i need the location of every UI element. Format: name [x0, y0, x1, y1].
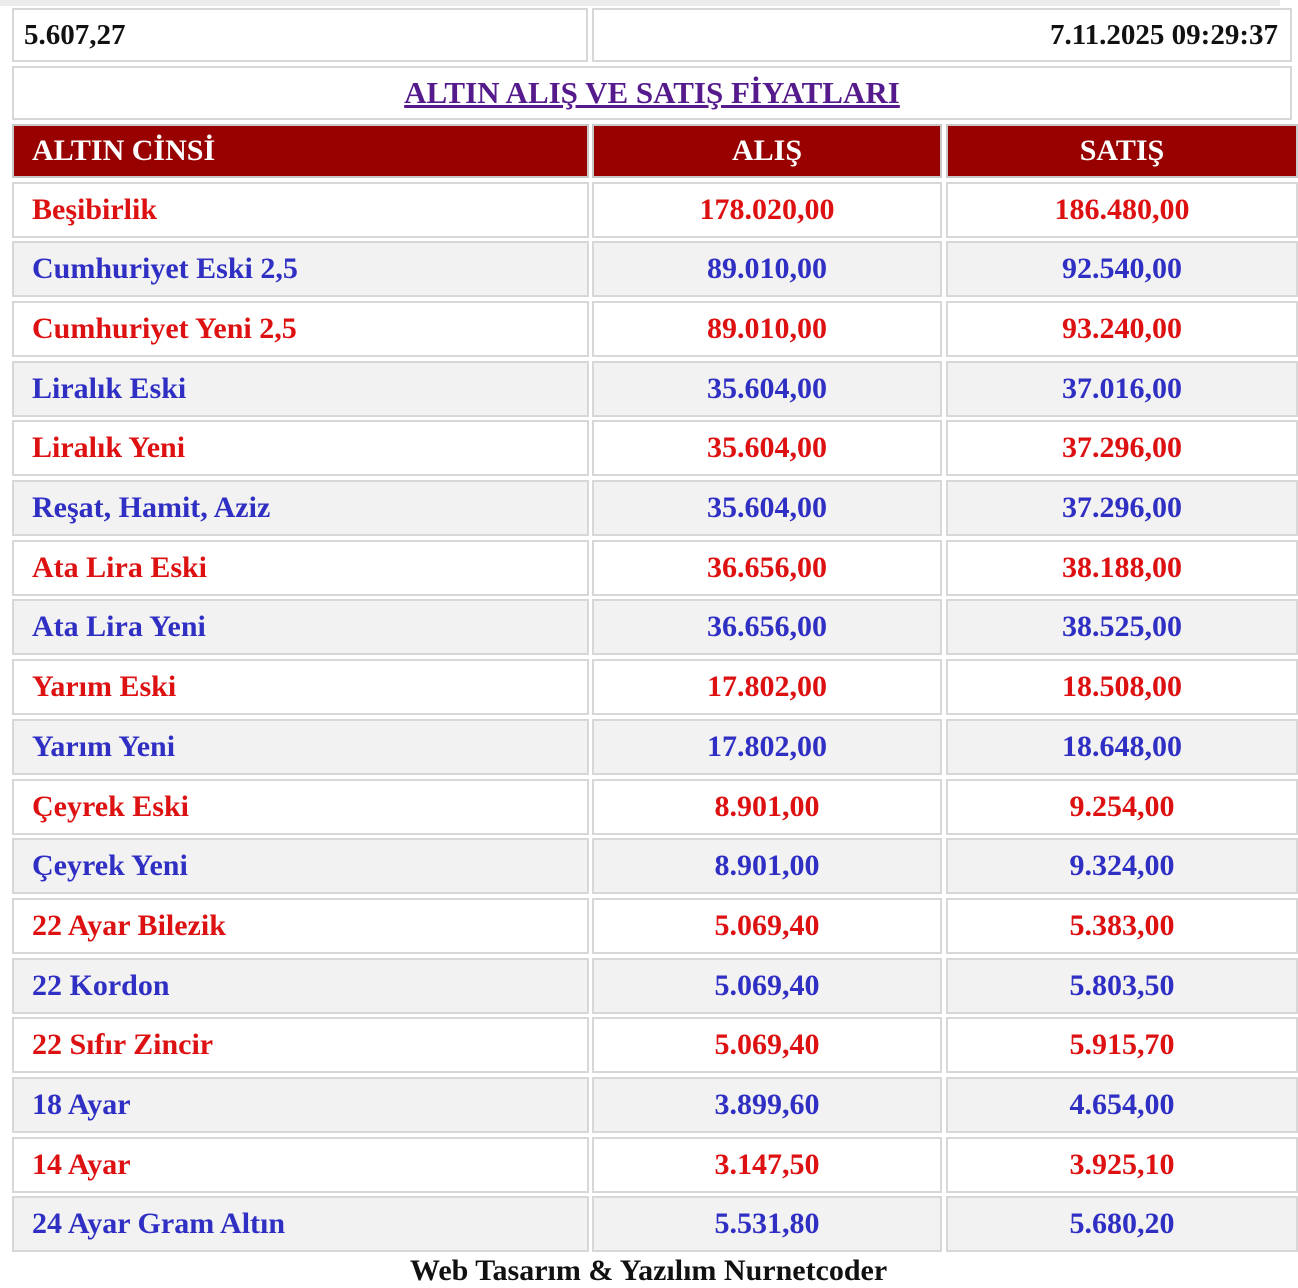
gold-type-label: Çeyrek Eski: [32, 789, 189, 823]
gold-type-label: Yarım Eski: [32, 670, 177, 704]
gold-type-label: 24 Ayar Gram Altın: [32, 1207, 286, 1241]
column-header-label: ALTIN CİNSİ: [32, 134, 216, 167]
title-cell: [12, 66, 1292, 120]
gold-type-label: Yarım Yeni: [32, 729, 176, 763]
buy-price: 36.656,00: [707, 550, 827, 584]
table-cell-name: [12, 838, 589, 894]
table-cell-name: [12, 182, 589, 238]
column-header-label: ALIŞ: [731, 134, 803, 167]
buy-price: 35.604,00: [707, 491, 827, 524]
table-cell-buy: [592, 719, 942, 775]
table-cell-name: [12, 241, 589, 297]
table-cell-buy: [592, 599, 942, 655]
table-cell-name: [12, 599, 589, 655]
table-cell-sell: [946, 958, 1298, 1014]
column-header-buy: [592, 124, 942, 178]
table-cell-buy: [592, 182, 942, 238]
buy-price: 5.069,40: [714, 908, 820, 942]
table-cell-name: [12, 958, 589, 1014]
buy-price: 35.604,00: [707, 431, 827, 465]
table-cell-sell: [946, 1017, 1298, 1073]
table-cell-buy: [592, 241, 942, 297]
table-cell-buy: [592, 480, 942, 536]
table-cell-sell: [946, 241, 1298, 297]
sell-price: 37.296,00: [1062, 431, 1182, 465]
table-cell-sell: [946, 301, 1298, 357]
table-cell-buy: [592, 1137, 942, 1193]
table-cell-name: [12, 1196, 589, 1252]
table-cell-name: [12, 301, 589, 357]
sell-price: 186.480,00: [1054, 192, 1190, 226]
column-header-sell: [946, 124, 1298, 178]
gold-type-label: 22 Ayar Bilezik: [32, 908, 226, 942]
sell-price: 5.803,50: [1069, 968, 1175, 1002]
table-cell-buy: [592, 301, 942, 357]
table-cell-sell: [946, 719, 1298, 775]
table-cell-sell: [946, 1137, 1298, 1193]
buy-price: 3.147,50: [714, 1147, 820, 1181]
buy-price: 5.069,40: [714, 1028, 820, 1062]
page-title-link[interactable]: ALTIN ALIŞ VE SATIŞ FİYATLARI: [404, 75, 900, 110]
buy-price: 178.020,00: [699, 192, 835, 226]
gold-type-label: Ata Lira Eski: [32, 550, 208, 584]
table-cell-buy: [592, 779, 942, 835]
sell-price: 5.915,70: [1069, 1028, 1175, 1062]
index-value: 5.607,27: [24, 18, 126, 51]
buy-price: 89.010,00: [707, 311, 827, 345]
table-cell-buy: [592, 1017, 942, 1073]
timestamp: 7.11.2025 09:29:37: [1050, 18, 1278, 51]
sell-price: 93.240,00: [1062, 311, 1182, 345]
sell-price: 92.540,00: [1062, 252, 1182, 286]
gold-type-label: Liralık Yeni: [32, 431, 186, 465]
sell-price: 37.296,00: [1062, 491, 1182, 524]
table-cell-name: [12, 1017, 589, 1073]
gold-type-label: Reşat, Hamit, Aziz: [32, 491, 271, 524]
column-header-type: [12, 124, 589, 178]
table-cell-sell: [946, 1077, 1298, 1133]
sell-price: 18.648,00: [1062, 729, 1182, 763]
sell-price: 9.254,00: [1069, 789, 1175, 823]
gold-type-label: Liralık Eski: [32, 371, 187, 405]
table-cell-sell: [946, 599, 1298, 655]
buy-price: 5.069,40: [714, 968, 820, 1002]
table-cell-name: [12, 659, 589, 715]
gold-type-label: Ata Lira Yeni: [32, 610, 206, 644]
table-cell-name: [12, 719, 589, 775]
table-cell-name: [12, 480, 589, 536]
sell-price: 37.016,00: [1062, 371, 1182, 405]
gold-type-label: Beşibirlik: [32, 192, 158, 226]
buy-price: 8.901,00: [714, 849, 820, 883]
gold-type-label: 22 Sıfır Zincir: [32, 1028, 214, 1062]
table-cell-name: [12, 361, 589, 417]
gold-type-label: 22 Kordon: [32, 968, 170, 1002]
timestamp-cell: [592, 8, 1292, 62]
table-cell-sell: [946, 480, 1298, 536]
table-cell-sell: [946, 540, 1298, 596]
buy-price: 36.656,00: [707, 610, 827, 644]
sell-price: 4.654,00: [1069, 1088, 1175, 1121]
table-cell-name: [12, 420, 589, 476]
sell-price: 9.324,00: [1069, 849, 1175, 883]
table-cell-buy: [592, 540, 942, 596]
footer-note: Web Tasarım & Yazılım Nurnetcoder: [410, 1254, 888, 1287]
sell-price: 5.680,20: [1069, 1207, 1175, 1241]
table-cell-name: [12, 779, 589, 835]
buy-price: 35.604,00: [707, 371, 827, 405]
buy-price: 8.901,00: [714, 789, 820, 823]
table-cell-name: [12, 1137, 589, 1193]
sell-price: 5.383,00: [1069, 908, 1175, 942]
table-cell-sell: [946, 420, 1298, 476]
gold-type-label: 14 Ayar: [32, 1147, 131, 1181]
table-cell-name: [12, 898, 589, 954]
table-cell-sell: [946, 898, 1298, 954]
buy-price: 5.531,80: [714, 1207, 820, 1241]
gold-type-label: 18 Ayar: [32, 1088, 131, 1121]
table-cell-buy: [592, 361, 942, 417]
buy-price: 17.802,00: [707, 729, 827, 763]
table-cell-sell: [946, 779, 1298, 835]
table-cell-buy: [592, 838, 942, 894]
sell-price: 38.188,00: [1062, 550, 1182, 584]
table-cell-buy: [592, 958, 942, 1014]
index-value-cell: [12, 8, 588, 62]
gold-type-label: Cumhuriyet Yeni 2,5: [32, 311, 297, 345]
table-cell-name: [12, 1077, 589, 1133]
table-cell-buy: [592, 1196, 942, 1252]
sell-price: 18.508,00: [1062, 670, 1182, 704]
table-cell-buy: [592, 659, 942, 715]
column-header-label: SATIŞ: [1079, 134, 1165, 167]
buy-price: 3.899,60: [714, 1088, 820, 1121]
table-cell-sell: [946, 838, 1298, 894]
table-cell-sell: [946, 659, 1298, 715]
table-cell-name: [12, 540, 589, 596]
top-rule: [0, 0, 1280, 6]
table-cell-sell: [946, 1196, 1298, 1252]
buy-price: 89.010,00: [707, 252, 827, 286]
table-cell-buy: [592, 898, 942, 954]
table-cell-buy: [592, 420, 942, 476]
table-cell-sell: [946, 361, 1298, 417]
table-cell-buy: [592, 1077, 942, 1133]
buy-price: 17.802,00: [707, 670, 827, 704]
sell-price: 38.525,00: [1062, 610, 1182, 644]
sell-price: 3.925,10: [1069, 1147, 1175, 1181]
gold-type-label: Çeyrek Yeni: [32, 849, 188, 883]
gold-type-label: Cumhuriyet Eski 2,5: [32, 252, 298, 286]
table-cell-sell: [946, 182, 1298, 238]
